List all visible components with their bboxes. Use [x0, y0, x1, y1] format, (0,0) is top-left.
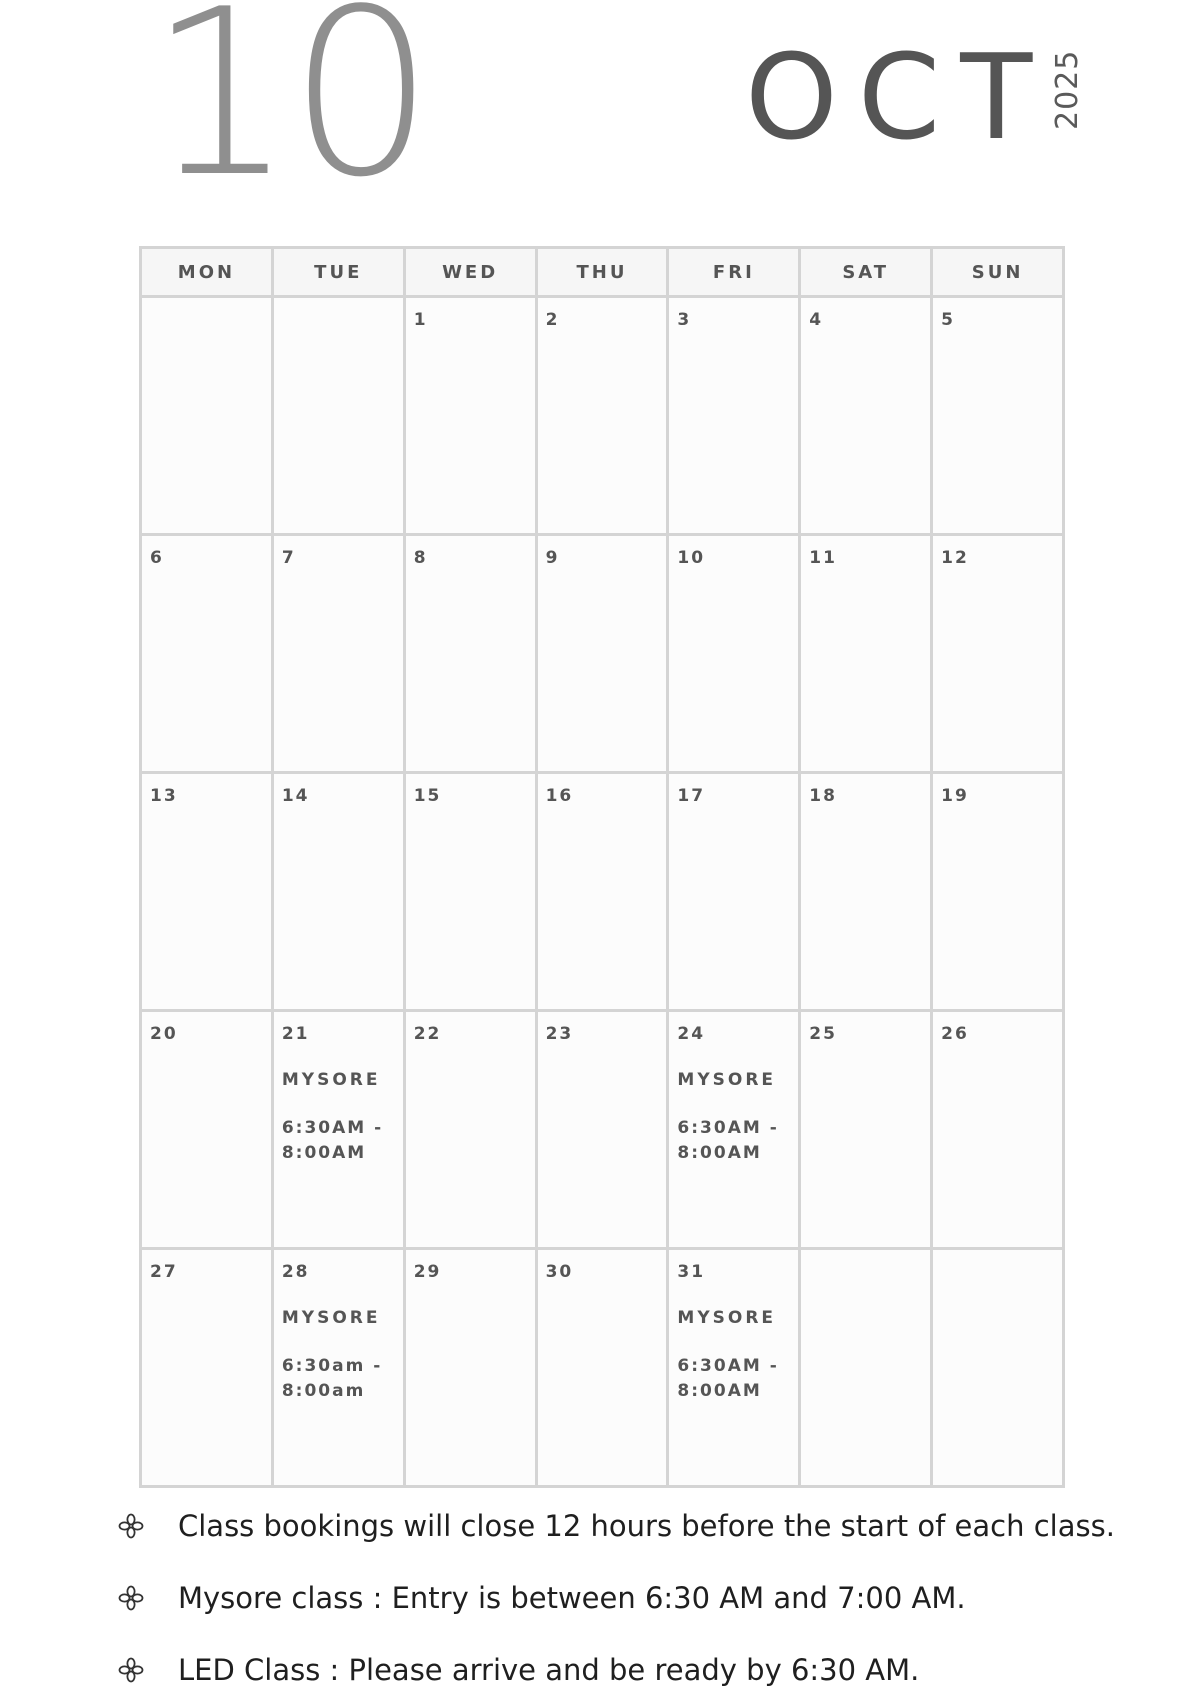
event-time: 6:30AM - 8:00AM [677, 1118, 779, 1163]
notes-list [118, 1490, 1178, 1706]
day-number: 20 [150, 1024, 178, 1044]
note-item [118, 1490, 1178, 1562]
day-number: 13 [150, 786, 178, 806]
day-cell[interactable] [933, 774, 1062, 1009]
day-number: 6 [150, 548, 164, 568]
day-number: 21 [281, 1024, 310, 1044]
event-name: MYSORE [677, 1308, 777, 1328]
day-cell[interactable] [406, 1250, 535, 1485]
day-number: 3 [677, 310, 692, 330]
day-number: 22 [413, 1024, 442, 1044]
day-cell[interactable] [538, 1250, 667, 1485]
day-cell[interactable] [801, 298, 930, 533]
day-cell[interactable] [801, 536, 930, 771]
day-number: 23 [545, 1024, 574, 1044]
day-number [809, 1262, 922, 1282]
day-cell[interactable] [933, 298, 1062, 533]
day-number: 8 [413, 548, 428, 568]
day-cell[interactable] [142, 774, 271, 1009]
day-number: 7 [281, 548, 296, 568]
weekday-header: SAT [801, 249, 930, 295]
weekday-header: SUN [933, 249, 1062, 295]
event-name: MYSORE [281, 1308, 381, 1328]
day-number: 9 [545, 548, 560, 568]
day-cell[interactable] [274, 1250, 403, 1485]
day-cell[interactable] [801, 774, 930, 1009]
day-cell[interactable] [274, 298, 403, 533]
day-number: 2 [545, 310, 560, 330]
year-label: 2025 [1050, 49, 1085, 130]
day-cell[interactable] [669, 1250, 798, 1485]
weekday-header: TUE [274, 249, 403, 295]
day-number: 10 [677, 548, 706, 568]
day-cell[interactable] [669, 298, 798, 533]
day-cell[interactable] [669, 1012, 798, 1247]
day-cell[interactable] [801, 1250, 930, 1485]
day-number: 12 [941, 548, 969, 568]
day-cell[interactable] [406, 298, 535, 533]
day-number: 11 [809, 548, 837, 568]
month-number: 10 [148, 0, 429, 228]
day-number [941, 1262, 1054, 1282]
event-time: 6:30AM - 8:00AM [677, 1356, 779, 1401]
flower-bullet-icon [118, 1585, 178, 1611]
day-cell[interactable] [933, 1012, 1062, 1247]
day-number: 4 [809, 310, 824, 330]
day-number: 28 [281, 1262, 310, 1282]
day-cell[interactable] [406, 536, 535, 771]
day-cell[interactable] [142, 1012, 271, 1247]
day-number: 17 [677, 786, 706, 806]
weekday-header: WED [406, 249, 535, 295]
day-number: 25 [809, 1024, 837, 1044]
note-item [118, 1634, 1178, 1706]
day-number: 27 [150, 1262, 178, 1282]
flower-bullet-icon [118, 1657, 178, 1683]
day-cell[interactable] [274, 774, 403, 1009]
event-name: MYSORE [677, 1070, 777, 1090]
day-number: 26 [941, 1024, 969, 1044]
day-number: 29 [413, 1262, 442, 1282]
day-number: 18 [809, 786, 837, 806]
day-cell[interactable] [142, 298, 271, 533]
event-time: 6:30AM - 8:00AM [281, 1118, 384, 1163]
day-cell[interactable] [669, 774, 798, 1009]
day-number: 31 [677, 1262, 706, 1282]
day-number: 16 [545, 786, 574, 806]
day-cell[interactable] [142, 1250, 271, 1485]
day-cell[interactable] [933, 536, 1062, 771]
day-cell[interactable] [406, 774, 535, 1009]
day-number: 15 [413, 786, 442, 806]
month-name: OCT [745, 28, 1053, 166]
day-cell[interactable] [801, 1012, 930, 1247]
event-name: MYSORE [281, 1070, 381, 1090]
flower-bullet-icon [118, 1513, 178, 1539]
day-number: 1 [413, 310, 428, 330]
note-text: Mysore class : Entry is between 6:30 AM and 7:00 AM. [178, 1581, 966, 1615]
event-time: 6:30am - 8:00am [281, 1356, 383, 1401]
weekday-header: MON [142, 249, 271, 295]
weekday-header: FRI [669, 249, 798, 295]
day-cell[interactable] [538, 774, 667, 1009]
note-text: Class bookings will close 12 hours before the start of each class. [178, 1509, 1115, 1543]
day-cell[interactable] [406, 1012, 535, 1247]
day-number: 14 [281, 786, 310, 806]
day-number [150, 310, 263, 330]
day-number: 24 [677, 1024, 706, 1044]
day-number: 5 [941, 310, 955, 330]
day-cell[interactable] [669, 536, 798, 771]
day-cell[interactable] [274, 1012, 403, 1247]
day-number: 19 [941, 786, 969, 806]
calendar-grid [139, 246, 1065, 1488]
day-cell[interactable] [933, 1250, 1062, 1485]
day-cell[interactable] [538, 1012, 667, 1247]
note-text: LED Class : Please arrive and be ready by 6:30 AM. [178, 1653, 920, 1687]
day-cell[interactable] [538, 298, 667, 533]
weekday-header: THU [538, 249, 667, 295]
day-cell[interactable] [142, 536, 271, 771]
day-cell[interactable] [538, 536, 667, 771]
day-number [282, 310, 395, 330]
note-item [118, 1562, 1178, 1634]
day-number: 30 [545, 1262, 574, 1282]
day-cell[interactable] [274, 536, 403, 771]
